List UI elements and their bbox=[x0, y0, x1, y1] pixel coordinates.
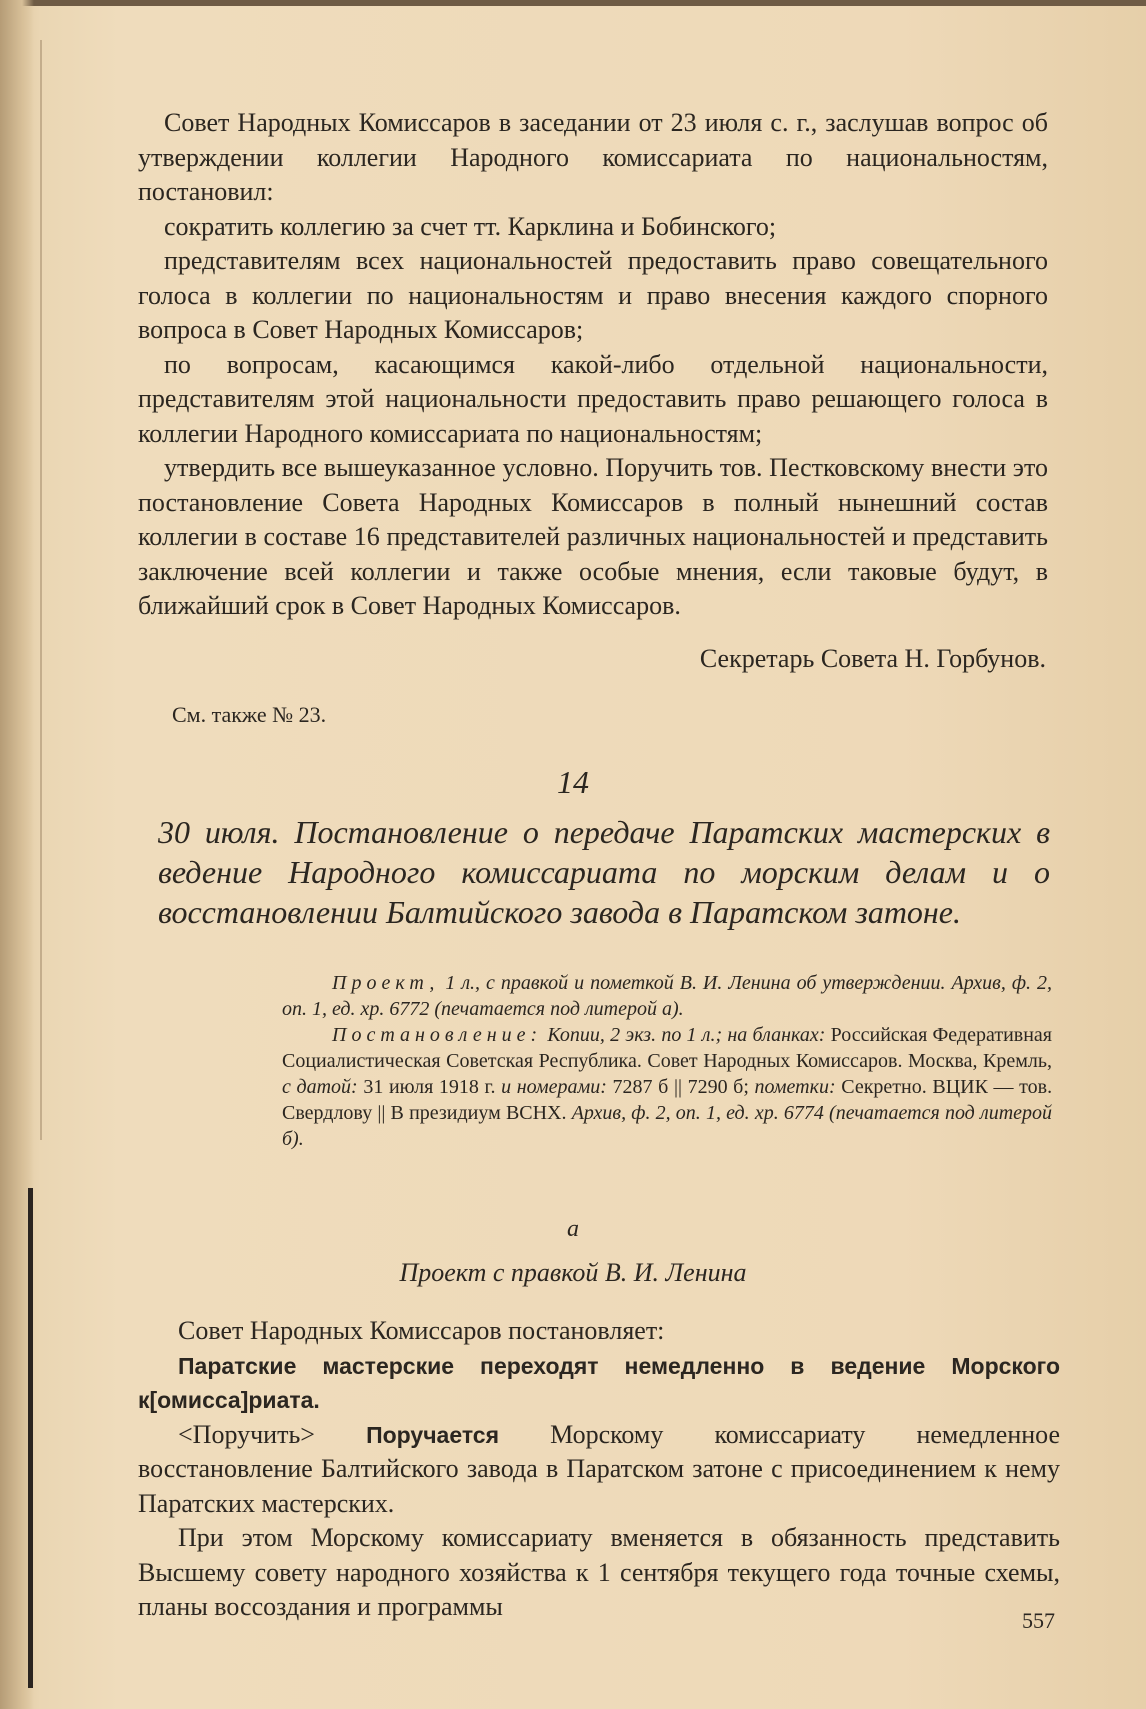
source2-part: 31 июля 1918 г. bbox=[363, 1076, 496, 1098]
source1-label: Проект, bbox=[332, 972, 440, 994]
source2-part: Российская Федеративная Социалистическая Советская Республика. Совет Народных Комиссаров. Москва, Кремль, bbox=[282, 1024, 1052, 1072]
protocol-paragraph: по вопросам, касающимся какой-либо отдельной национальности, представителям этой национальности предоставить право решающего голоса в коллегии Народного комиссариата по национальностям; bbox=[138, 349, 1048, 448]
source2-part: Секретно. ВЦИК — тов. Свердлову || В президиум ВСНХ. bbox=[282, 1076, 1053, 1124]
source2-part: и номерами: bbox=[501, 1076, 607, 1098]
decree-intro: Совет Народных Комиссаров постановляет: bbox=[178, 1316, 665, 1345]
decree-text bbox=[138, 1314, 1060, 1625]
source2-part: пометки: bbox=[754, 1076, 836, 1098]
protocol-paragraph: утвердить все вышеуказанное условно. Поручить тов. Пестковскому внести это постановление Совета Народных Комиссаров в полный нынешний состав коллегии в составе 16 представителей различных национальностей и представить заключение всей коллегии и также особые мнения, если таковые будут, в ближайший срок в Совет Народных Комиссаров. bbox=[138, 453, 1048, 620]
source1-text: 1 л., с правкой и пометкой В. И. Ленина об утверждении. Архив, ф. 2, оп. 1, ед. хр. 6772 (печатается под литерой а). bbox=[282, 972, 1053, 1020]
section-subtitle: Проект с правкой В. И. Ленина bbox=[399, 1258, 747, 1287]
source2-part: Копии, 2 экз. по 1 л.; на бланках: bbox=[547, 1024, 826, 1046]
decree-bold-paragraph: Паратские мастерские переходят немедленно в ведение Морского к[омисса]риата. bbox=[138, 1352, 1060, 1413]
protocol-text bbox=[138, 106, 1048, 624]
document-number: 14 bbox=[557, 764, 589, 800]
signature: Секретарь Совета Н. Горбунов. bbox=[699, 644, 1046, 673]
decree-paragraph: При этом Морскому комиссариату вменяется в обязанность представить Высшему совету народного хозяйства к 1 сентября текущего года точные схемы, планы воссоздания и программы bbox=[138, 1523, 1060, 1621]
document-title bbox=[158, 812, 1050, 932]
see-also: См. также № 23. bbox=[172, 702, 327, 727]
top-edge bbox=[0, 0, 1146, 6]
decree-paragraph-rest: Морскому комиссариату немедленное восстановление Балтийского завода в Паратском затоне с присоединением к нему Паратских мастерских. bbox=[138, 1419, 1061, 1518]
decree-paragraph bbox=[138, 1418, 1060, 1522]
inserted-word: Поручается bbox=[366, 1421, 500, 1448]
protocol-paragraph: сократить коллегию за счет тт. Карклина и Бобинского; bbox=[164, 211, 777, 241]
source2-part: Архив, ф. 2, оп. 1, ед. хр. 6774 (печатается под литерой б). bbox=[282, 1102, 1053, 1150]
protocol-paragraph: Совет Народных Комиссаров в заседании от 23 июля с. г., заслушав вопрос об утверждении коллегии Народного комиссариата по национальностям, постановил: bbox=[138, 108, 1048, 206]
section-letter: а bbox=[567, 1216, 579, 1242]
document-title-text: 30 июля. Постановление о передаче Паратских мастерских в ведение Народного комиссариата по морским делам и о восстановлении Балтийского завода в Паратском затоне. bbox=[158, 814, 1050, 930]
struck-word: <Поручить> bbox=[178, 1419, 315, 1449]
fold-line bbox=[40, 40, 42, 1140]
source2-part: 7287 б || 7290 б; bbox=[612, 1076, 749, 1098]
page-number: 557 bbox=[1022, 1608, 1055, 1633]
source2-part: с датой: bbox=[282, 1076, 358, 1098]
source2-label: Постановление: bbox=[332, 1024, 543, 1046]
protocol-paragraph: представителям всех национальностей предоставить право совещательного голоса в коллегии по национальностям и право внесения каждого спорного вопроса в Совет Народных Комиссаров; bbox=[138, 246, 1048, 344]
source-note bbox=[282, 970, 1052, 1152]
